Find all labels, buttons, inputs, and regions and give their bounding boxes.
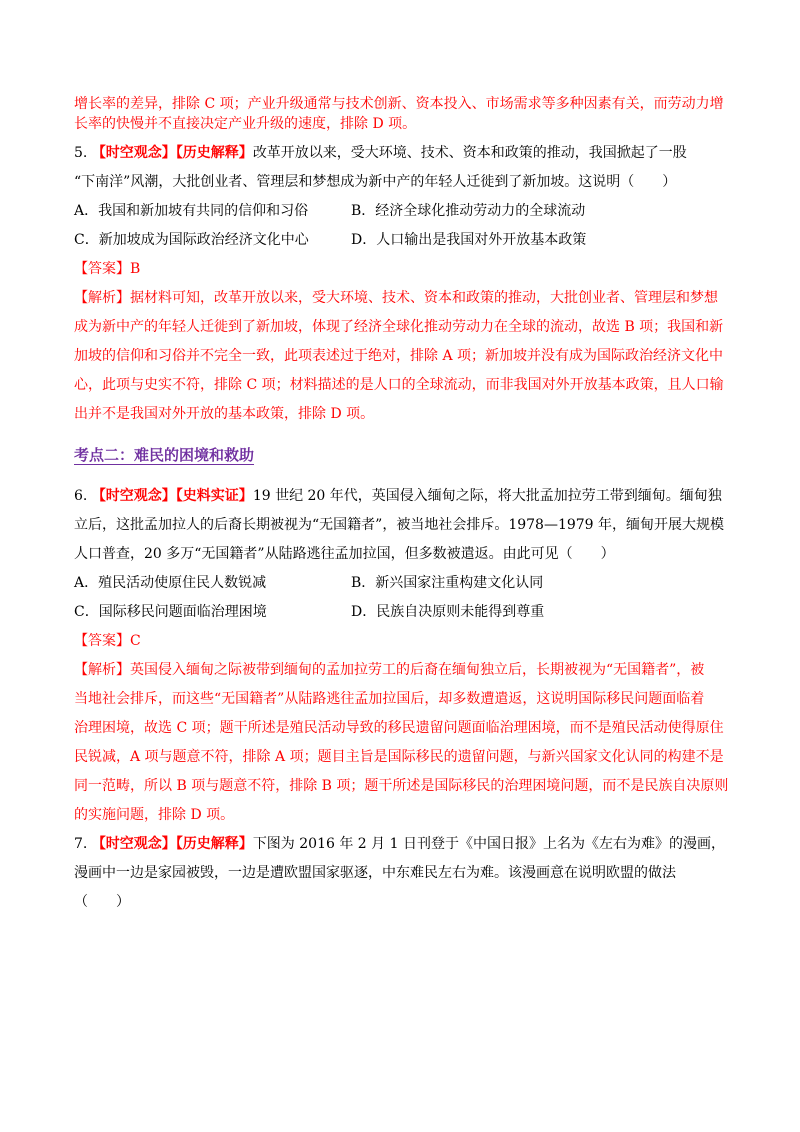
question-number: 5. [74,145,88,161]
explanation-line: 同一范畴，所以 B 项与题意不符，排除 B 项；题干所述是国际移民的治理困境问题，而不是民族自决原则 [74,778,728,794]
prev-explanation-line: 增长率的差异，排除 C 项；产业升级通常与技术创新、资本投入、市场需求等多种因素有关，而劳动力增 [74,96,724,112]
options-row [74,602,728,622]
stem-text: 改革开放以来，受大环境、技术、资本和政策的推动，我国掀起了一股 [252,145,687,161]
option-a: A．殖民活动使原住民人数锐减 [74,575,267,591]
question-6-stem-cont: 立后，这批孟加拉人的后裔长期被视为“无国籍者”，被当地社会排斥。1978—1979 年，缅甸开展大规模 [74,517,725,533]
option-c: C．国际移民问题面临治理困境 [74,604,267,620]
options-row [74,573,728,593]
explanation-line: 加坡的信仰和习俗并不完全一致，此项表述过于绝对，排除 A 项；新加坡并没有成为国际政治经济文化中 [74,348,724,364]
explanation-line: 心，此项与史实不符，排除 C 项；材料描述的是人口的全球流动，而非我国对外开放基本政策，且人口输 [74,377,724,393]
question-number: 7. [74,836,88,852]
options-row [74,201,728,221]
explanation-line: 【解析】英国侵入缅甸之际被带到缅甸的孟加拉劳工的后裔在缅甸独立后，长期被视为“无国籍者”，被 [74,662,705,678]
document-page [74,94,728,912]
option-d: D．民族自决原则未能得到尊重 [351,604,545,620]
literacy-tag: 【史料实证】 [175,488,253,504]
option-d: D．人口输出是我国对外开放基本政策 [351,232,587,248]
prev-explanation-line: 长率的快慢并不直接决定产业升级的速度，排除 D 项。 [74,116,417,132]
literacy-tag: 【时空观念】 [91,145,176,161]
question-5-stem-cont: “下南洋”风潮，大批创业者、管理层和梦想成为新中产的年轻人迁徙到了新加坡。这说明（ ） [74,174,677,190]
explanation-line: 成为新中产的年轻人迁徙到了新加坡，体现了经济全球化推动劳动力在全球的流动，故选 B 项；我国和新 [74,319,724,335]
explanation-line: 出并不是我国对外开放的基本政策，排除 D 项。 [74,406,375,422]
literacy-tag: 【历史解释】 [175,836,253,852]
question-6-stem-cont: 人口普查，20 多万“无国籍者”从陆路逃往孟加拉国，但多数被遣返。由此可见（ ） [74,546,615,562]
explanation-line: 民锐减，A 项与题意不符，排除 A 项；题目主旨是国际移民的遗留问题，与新兴国家文化认同的构建不是 [74,749,724,765]
literacy-tag: 【时空观念】 [91,488,176,504]
explanation-line: 【解析】据材料可知，改革开放以来，受大环境、技术、资本和政策的推动，大批创业者、管理层和梦想 [74,290,718,306]
explanation-line: 的实施问题，排除 D 项。 [74,807,235,823]
option-c: C．新加坡成为国际政治经济文化中心 [74,232,309,248]
question-7-stem-cont: 漫画中一边是家园被毁，一边是遭欧盟国家驱逐，中东难民左右为难。该漫画意在说明欧盟的做法 [74,865,676,881]
stem-text: 下图为 2016 年 2 月 1 日刊登于《中国日报》上名为《左右为难》的漫画， [252,836,725,852]
question-7-stem-cont: （ ） [74,894,130,910]
explanation-line: 治理困境，故选 C 项；题干所述是殖民活动导致的移民遗留问题面临治理困境，而不是殖民活动使得原住 [74,720,724,736]
answer: 【答案】C [74,633,141,649]
stem-text: 19 世纪 20 年代，英国侵入缅甸之际，将大批孟加拉劳工带到缅甸。缅甸独 [252,488,722,504]
question-7-stem [74,834,728,854]
answer: 【答案】B [74,261,141,277]
section-heading: 考点二：难民的困境和救助 [74,446,255,464]
literacy-tag: 【历史解释】 [175,145,253,161]
options-row [74,230,728,250]
option-b: B．新兴国家注重构建文化认同 [351,575,544,591]
question-5-stem [74,143,728,163]
literacy-tag: 【时空观念】 [91,836,176,852]
question-number: 6. [74,488,88,504]
option-b: B．经济全球化推动劳动力的全球流动 [351,203,586,219]
question-6-stem [74,486,728,506]
explanation-line: 当地社会排斥，而这些“无国籍者”从陆路逃往孟加拉国后，却多数遭遣返，这说明国际移民问题面临着 [74,691,705,707]
option-a: A．我国和新加坡有共同的信仰和习俗 [74,203,309,219]
